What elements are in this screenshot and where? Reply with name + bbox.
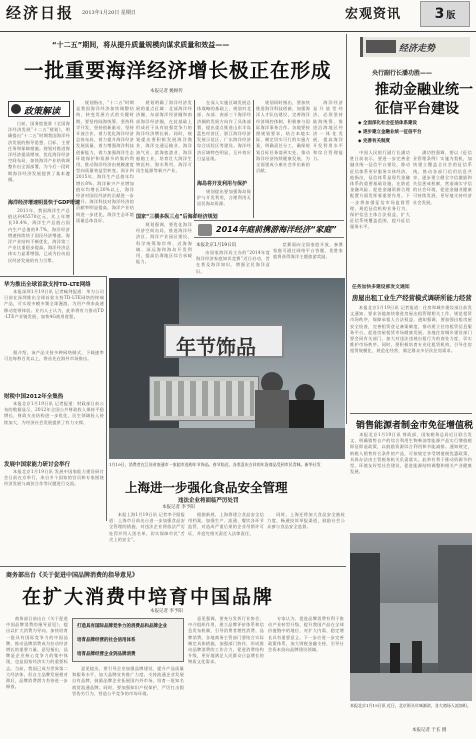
masthead — [0, 0, 476, 32]
sidebar-banner-title: 经济走势 — [399, 44, 436, 54]
page-number: 3 版 — [420, 1, 470, 27]
sidebar-story-kicker: 任务加快多建设部发文通知 — [352, 285, 410, 290]
sidebar-story-body: 本报北京1月19日讯 记者报道：住房和城乡建设部日前发文通知，要求各地加快推进房屋出租管理相关工作，规范租赁市场秩序，保障承租人合法权益。通知强调，要加强出租房屋安全检查，完善租赁登记备案制度，推动建立住房租赁信息服务平台，促进房屋租赁市场健康发展。各地住房城乡建设部门要会同有关部门，加大对违法违规出租行为的查处力度，切实维护市场秩序。同时，要积极培育专业化租赁机构，引导住房租赁规模化、规范化经营，满足群众多层次住房需求。 — [350, 305, 472, 354]
brief-title-fiscal: 财税中国2012年全集热 — [4, 394, 64, 400]
brief-title-huawei: 华为推出全球首款支持TD-LTE网络 — [4, 282, 91, 288]
bottom-column-2: 意见提出，要引导企业加强品牌建设，提升产品质量和服务水平，加大品牌宣传推广力度。支持流通企业发展自有品牌，鼓励品牌企业拓展国内外市场，培育一批知名商贸流通品牌。同时，要加强知识产权保护，严厉打击假冒伪劣行为，营造公平竞争的市场环境。 — [72, 666, 184, 696]
bottom-byline: 本报记者 李予阳 — [150, 609, 183, 614]
lead-column-3-bottom: 规划强调，要优化海洋经济空间布局，推进海洋经济区、海洋产业园区建设，科学统筹海岸带、近海海域、深远海和海岛开发利用，提高沿海地区综合承载能力。 — [136, 222, 192, 265]
bottom-kicker: 商务部出台《关于促进中国品牌消费的指导意见》 — [6, 572, 139, 579]
photo-caption: 1月19日，消费者在江苏省南通市一家超市选购年节饰品。春节临近，各类喜庆吉祥的年货商品受到市民青睐。新华社发 — [109, 462, 321, 467]
bottom-key-points-box — [72, 618, 184, 662]
policy-label: 政策解读 — [24, 107, 61, 117]
brief-body-huawei: 本报深圳1月19日讯 记者喻剑报道：华为公司日前在深圳推出全球首款支持TD-LTE网络的终端产品，可实现多模多频全球漫游，为用户带来高速移动宽带体验。业内人士认为，此举将有力推动TD-LTE产业链发展，加快4G商用进程。 — [4, 289, 104, 319]
policy-emblem-icon — [11, 104, 21, 114]
sidebar-points — [358, 119, 470, 146]
contest-sail-icon — [198, 224, 212, 236]
issue-date: 2013年1月20日 星期日 — [82, 10, 136, 16]
bottom-column-3: 意见强调，要充分发挥行业协会、中介组织作用，建立品牌评价体系和信息发布机制，引导消费者理性消费、品牌消费。各地商务主管部门要结合实际制定具体措施，加强部门协作，形成推动品牌消费的工作合力，促进消费结构升级，更好地满足人民群众日益增长的物质文化需求。 — [188, 616, 264, 665]
sidebar-column-1: 中国人民银行副行长潘功胜日前表示，要进一步完善金融业统一征信平台建设，推动征信体系更好服务实体经济。他指出，征信体系是现代金融体系的重要基础设施，在防范金融风险、促进金融资源合理配置方面发挥着重要作用。下一步将加强征信市场监督管理，规范征信机构业务行为，保护信息主体合法权益，扩大征信系统覆盖范围，提升征信服务水平。 — [350, 150, 410, 230]
bottom-column-1: 商务部日前出台《关于促进中国品牌消费的指导意见》，提出以扩大消费为导向，加快培育一批具有国际竞争力的中国品牌，推动品牌消费成为拉动经济增长的重要力量。意见指出，品牌是企业核心竞争力的集中体现，也是国家经济实力的重要标志。当前，我国已成为世界第二大经济体，但自主品牌发展相对滞后，品牌消费潜力有待进一步释放。 — [6, 616, 68, 690]
food-column-2: 根据新规，上海将建立食品安全信用档案，加强生产、流通、餐饮各环节监管，对造成严重后果的企业吊销许可证，并追究相关责任人法律责任。 — [188, 512, 264, 536]
lead-column-4-bottom: 规划提出要加强海岛保护与开发利用，合理利用无居民海岛资源。 — [197, 189, 251, 207]
contest-column-1: 由国家海洋局主办的“2014年度海洋经济家庭知识竞赛”近日启动，旨在普及海洋知识、增强全民海洋意识。 — [196, 250, 270, 274]
key-point: 培育品牌经营企业到品牌消费 — [77, 652, 136, 657]
sidebar-headline-2: 征信平台建设 — [375, 101, 459, 117]
sidebar-lower-headline: 销售能源者制金市免征增值税 — [356, 421, 474, 431]
street-photo-credit: 本报记者 于长 摄 — [412, 728, 447, 733]
sidebar-point: ◆ 完善有关制度 — [358, 139, 391, 144]
lead-kicker: “十二五”期间，将从提升质量规模向谋求质量和效益—— — [52, 41, 230, 49]
shop-sign-text: 年节饰品 — [176, 335, 256, 359]
policy-label-box — [8, 101, 70, 117]
sidebar-banner — [360, 37, 470, 57]
lead-column-1-top: 日前，国务院批准《全国海洋经济发展“十二五”规划》，明确提出“十二五”时期我国海洋经济发展的指导思想、目标、主要任务和保障措施。规划对推进海洋经济提质增效、优化海洋经济空间布局、加快海洋产业结构调整作出全面部署，为今后一段时期海洋经济发展提供了基本遵循。 — [8, 121, 70, 182]
lead-column-6: 海洋经济是开放型经济，必须坚持陆海统筹，推进沿海地区经济一体化发展，提高海洋开发利用水平和综合管理能力。 — [313, 100, 343, 161]
street-photo — [350, 533, 472, 701]
food-column-3: 同时，上海还将加大食品安全抽检力度，畅通投诉举报渠道，鼓励社会公众参与食品安全监督。 — [267, 512, 345, 530]
section-title: 宏观资讯 — [345, 7, 402, 22]
sidebar-lower-body: 本报北京1月19日讯 财政部、国家税务总局近日联合发文，明确销售自产的综合利用生物柴油等能源产品实行增值税即征即退政策，以鼓励资源综合利用和节能减排。通知规定，纳税人销售符合条件的产品，可按规定享受增值税优惠政策，具体办法由主管税务机关负责落实。此举有利于推动资源节约型、环境友好型社会建设，促进能源结构调整和相关产业健康发展。 — [350, 432, 472, 475]
contest-byline: 本报北京1月19日讯 — [196, 243, 237, 248]
lead-column-4-top: 在深入实施区域发展总体战略的基础上，规划对北部、东部、南部三个海洋经济圈的发展方向作了具体部署，提出重点推进山东半岛蓝色经济区、浙江海洋经济发展示范区、广东海洋经济综合试验区等建设。海洋经济区域特色明显，互补效应日益显现。 — [197, 100, 251, 161]
sidebar-column-2: 潘功胜强调，要以《征信业管理条例》实施为契机，加快建立覆盖全社会的征信系统，推动各部门信用信息共享，逐步建立健全守信激励和失信惩戒机制，营造诚实守信的社会环境，促进金融业健康可持续发展，更好地支持经济社会发展。 — [413, 150, 472, 205]
lead-column-1-bottom: 2011年，我国海洋生产总值达到45570亿元，比上年增长10.4%，海洋生产总值占国内生产总值的9.7%，海洋经济增速持续快于国民经济增速。海洋产业结构不断优化，海洋第三产业比重稳步提高。海洋经济总体实力显著增强，已成为拉动国民经济发展的有力引擎。 — [8, 208, 70, 263]
brief-title-seminar: 发展中国家能力研讨会举行 — [4, 462, 71, 468]
street-photo-caption: 本报北京1月19日讯 近日，北京街头年味渐浓，各大商场人流如织。 — [350, 703, 471, 708]
bottom-column-4: 专家认为，促进品牌消费有利于推动产业转型升级，提升我国产品在全球价值链中的地位，对扩大内需、稳定增长具有重要意义。下一步应进一步完善政策体系，加大财税金融支持，引导社会资本投向品牌建设领域。 — [268, 616, 344, 653]
bottom-headline: 在扩大消费中培育中国品牌 — [22, 586, 275, 608]
lead-column-2: 规划指出，“十二五”时期是我国海洋经济加快调整结构、转变发展方式的关键时期。要坚持陆海统筹，坚持科学开发，坚持创新驱动，坚持开放合作，着力优化海洋经济总体布局，着力提升海洋经济发展质量，着力增强海洋科技创新能力，着力加强海洋生态环境保护和资源节约集约利用，推动海洋经济由规模速度型向质量效益型转变。预计到2015年，海洋生产总值年均增长8%，海洋新兴产业增加值年均增长20%以上，海洋经济对国民经济的贡献进一步提升。海洋科技对海洋经济的贡献率明显提高，海洋产业结构进一步优化，海洋生态环境质量总体良好。 — [76, 100, 134, 223]
brief-body-fiscal: 本报北京1月19日讯 记者报道：财政部日前公布的数据显示，2012年全国公共财政收入保持平稳增长，财政支出结构进一步优化，民生领域投入持续加大，为经济社会发展提供了有力支撑。 — [4, 401, 104, 425]
lead-subhead-2: 国家“三横多纵三点”后海洋经济规划 — [136, 214, 218, 220]
contest-title: 2014年庭前携游海洋经济“家庭” — [216, 225, 337, 234]
contest-column-2: 竞赛面向全国家庭开放，参赛家庭可通过网络平台答题，优胜家庭将获得海洋主题旅游奖励。 — [273, 242, 343, 260]
food-headline: 上海进一步强化食品安全管理 — [125, 480, 288, 495]
lead-subhead-3: 海岛将开发利用与保护 — [197, 181, 248, 187]
key-point: 打造具有国际品牌竞争力的消费品和品牌企业 — [77, 624, 167, 629]
sidebar-story-headline: 房屋出租工业生产经营模式调研所能力经营 — [352, 295, 472, 302]
food-subhead: 违法企业将面临严厉处罚 — [178, 498, 239, 504]
lead-column-3-top: 规划明确了海洋经济发展的重点区域：北部海洋经济圈、东部海洋经济圈和南部海洋经济圈，在此基础上形成若干具有较强竞争力的海洋经济增长极。同时，规划提出要积极发展海洋渔业、海洋交通运输业、海洋油气业、滨海旅游业、海洋船舶工业，培育壮大海洋生物医药、海水利用、海洋可再生能源等新兴产业。 — [136, 100, 192, 174]
sidebar-point: ◆ 逐步建立金融业统一征信平台 — [358, 130, 422, 135]
lead-subhead-1: 海洋经济增速明显快于GDP增速 — [8, 200, 80, 206]
key-point: 培育品牌经营的社会信用体系 — [77, 638, 136, 643]
sidebar-banner-graphic-icon — [366, 40, 396, 53]
lead-column-5: 规划同时指出，要加快推进海洋科技创新，加强海洋人才队伍建设，完善海洋经济调控体制，积极参与国际海洋事务合作。各地要按照规划要求，结合本地实际，制定切实可行的实施方案，明确责任分工，确保规划目标任务落到实处，推动海洋经济持续健康发展，为全面建成小康社会作出新的贡献。 — [256, 100, 310, 174]
sidebar-point: ◆ 全面深化社会征信体系建设 — [358, 121, 418, 126]
brief-body-huawei-cont: 据介绍，该产品支持多种网络制式，下载速率可达每秒百兆以上，将首先在海外市场推出。 — [4, 350, 104, 362]
lead-headline: 一批重要海洋经济增长极正在形成 — [24, 59, 332, 82]
sidebar-kicker: 央行副行长潘功胜—— — [372, 70, 433, 77]
contest-banner — [194, 220, 344, 238]
sidebar-headline-1: 推动金融业统一 — [375, 82, 473, 98]
news-photo — [109, 278, 345, 459]
food-byline: 本报记者 李予阳 — [162, 505, 195, 510]
brief-body-seminar: 本报北京1月19日讯 发展中国家能力建设研讨会日前在京举行，来自多个国家的官员和专家围绕经济发展与减贫合作等议题进行交流。 — [4, 469, 104, 487]
food-column-1: 本报上海1月19日讯 记者李予阳报道：上海市日前出台进一步加强食品安全管理的措施，对违法企业将依法严厉处罚并列入黑名单，切实保障市民“舌尖上的安全”。 — [109, 512, 185, 542]
newspaper-logo: 经济日报 — [6, 4, 75, 22]
lead-byline: 本报记者 姚顾传 — [150, 89, 183, 94]
shop-sign — [164, 324, 284, 358]
